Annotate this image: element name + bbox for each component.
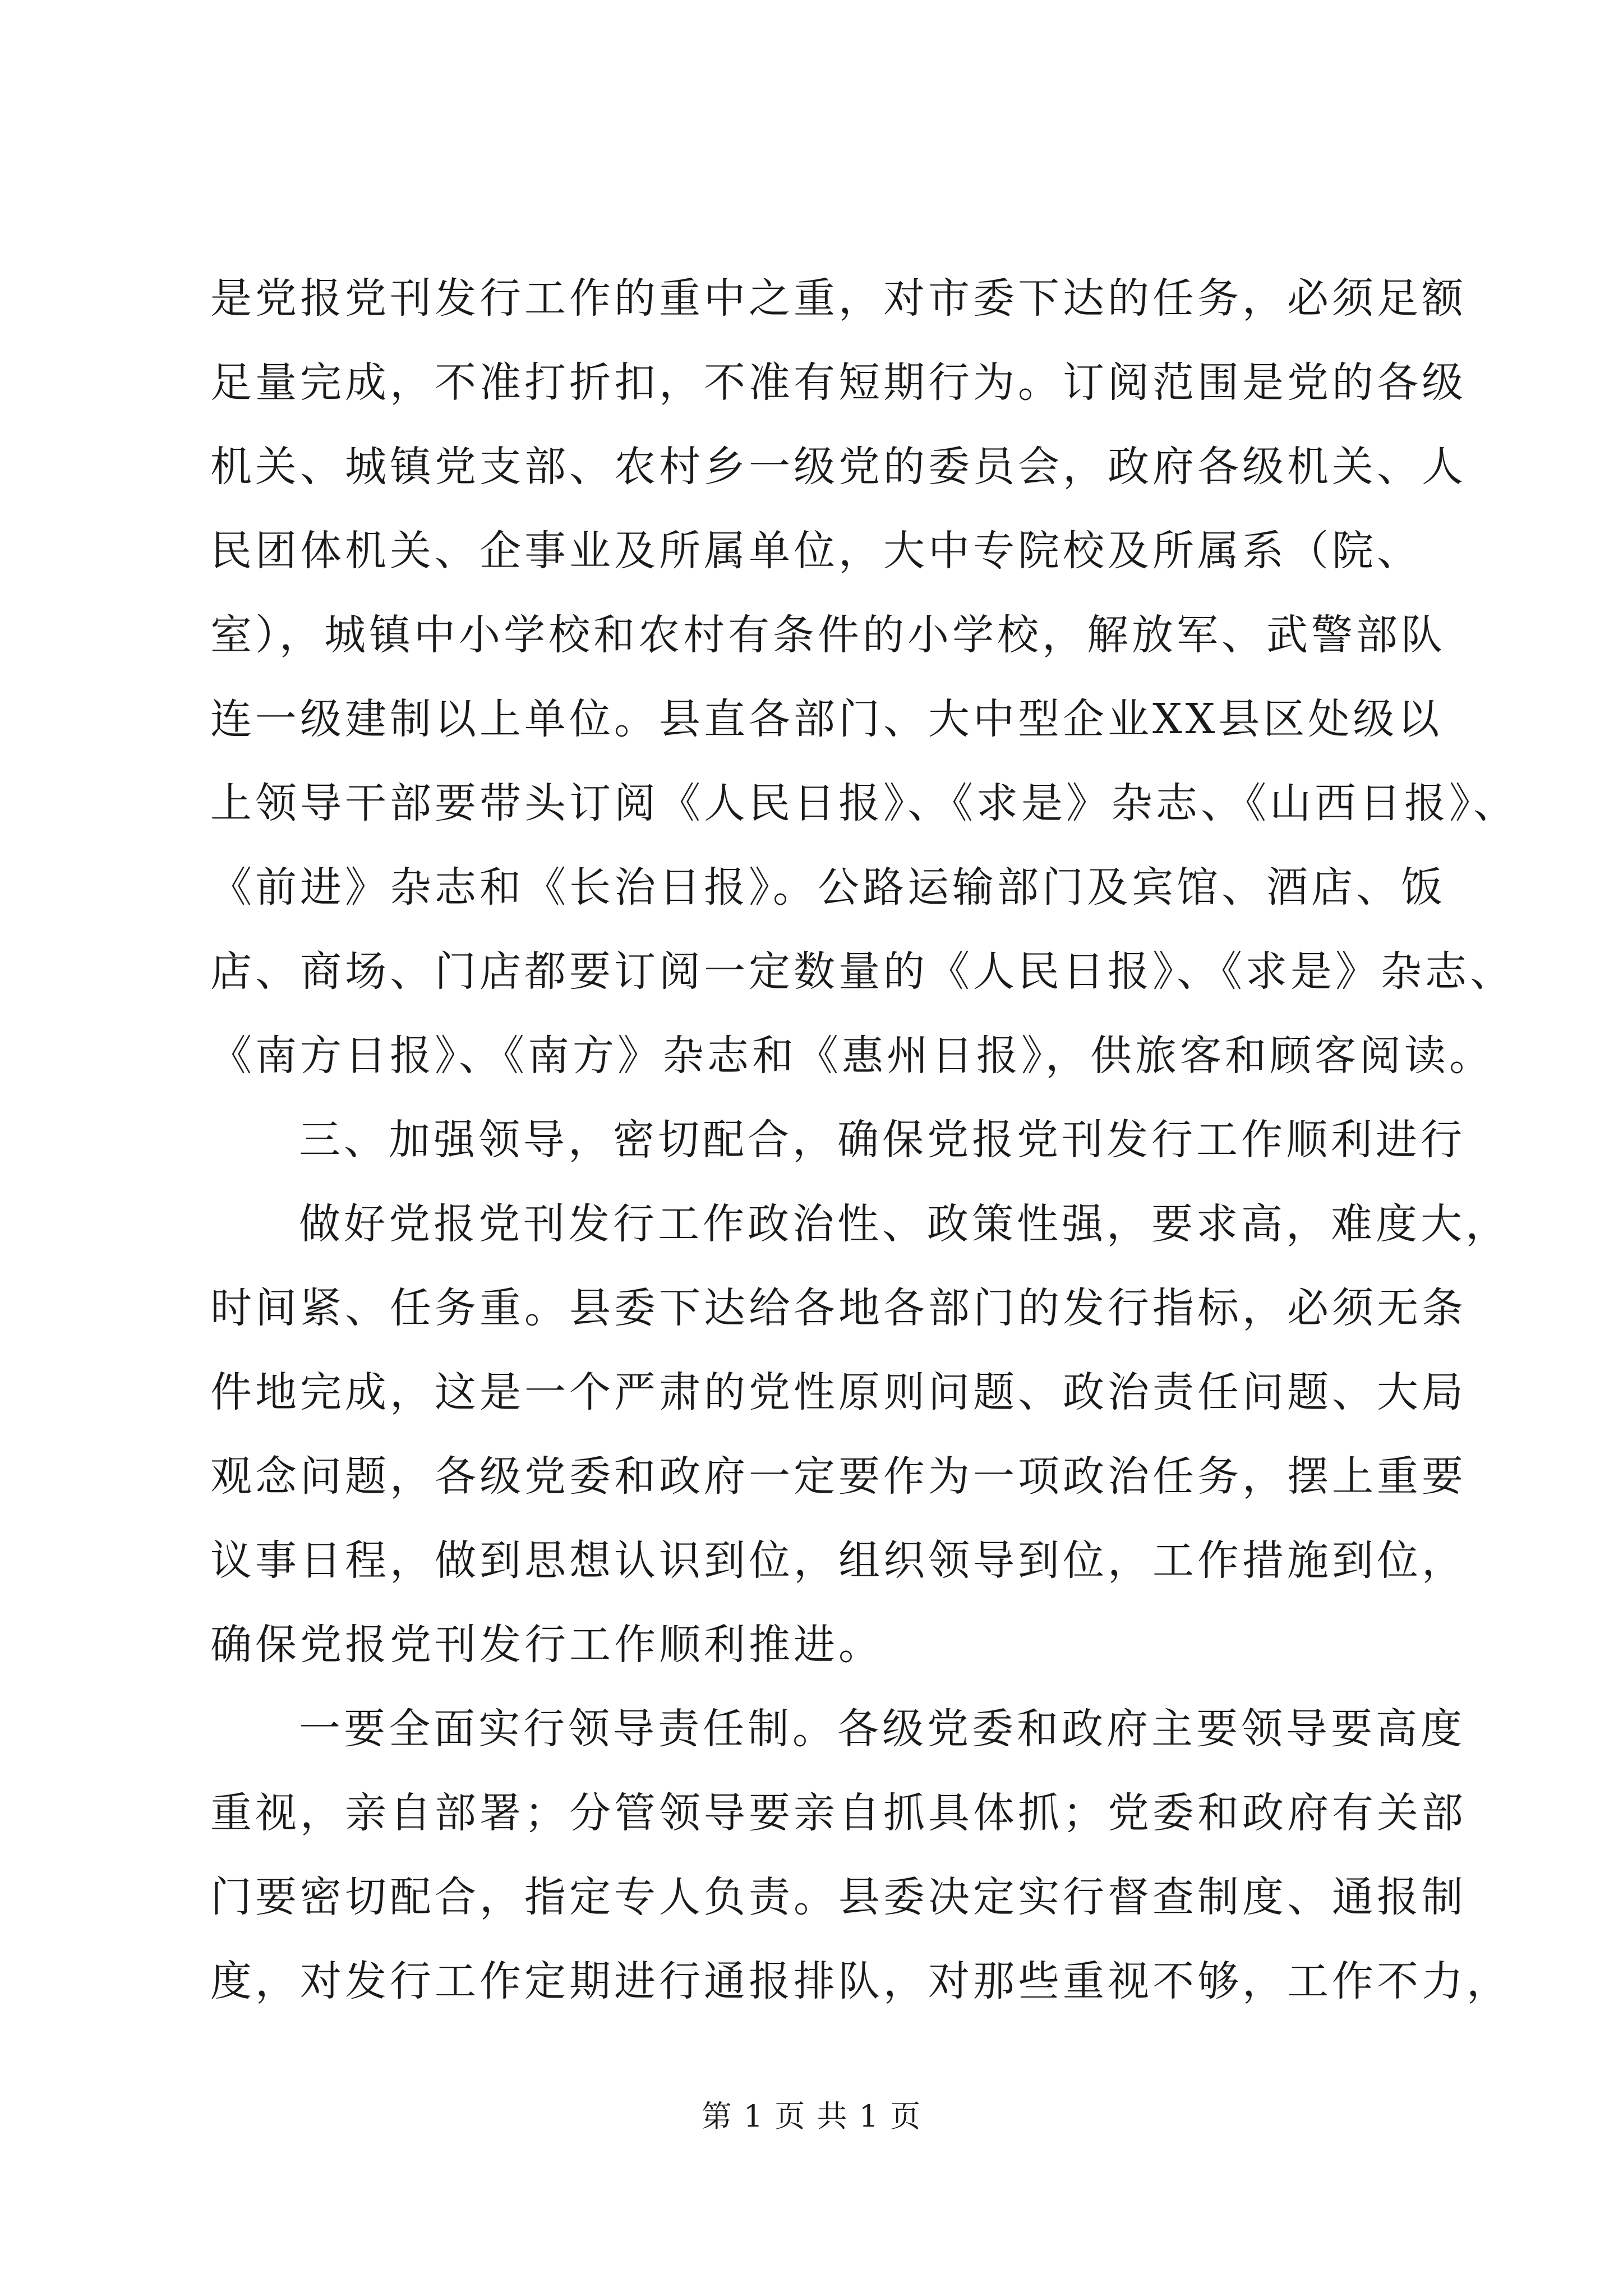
body-text-line: 观念问题，各级党委和政府一定要作为一项政治任务，摆上重要 bbox=[210, 1452, 1467, 1501]
body-text-line: 店、商场、门店都要订阅一定数量的《人民日报》、《求是》杂志、 bbox=[210, 947, 1515, 996]
body-text-line: 做好党报党刊发行工作政治性、政策性强，要求高，难度大， bbox=[299, 1200, 1510, 1248]
body-text-line: 件地完成，这是一个严肃的党性原则问题、政治责任问题、大局 bbox=[210, 1368, 1467, 1416]
body-text-line: 机关、城镇党支部、农村乡一级党的委员会，政府各级机关、人 bbox=[210, 443, 1467, 491]
body-text-line: 时间紧、任务重。县委下达给各地各部门的发行指标，必须无条 bbox=[210, 1284, 1467, 1332]
body-text-line: 是党报党刊发行工作的重中之重，对市委下达的任务，必须足额 bbox=[210, 274, 1467, 323]
body-text-line: 连一级建制以上单位。县直各部门、大中型企业XX县区处级以 bbox=[210, 695, 1443, 743]
body-text-line: 门要密切配合，指定专人负责。县委决定实行督查制度、通报制 bbox=[210, 1873, 1467, 1921]
body-text-line: 议事日程，做到思想认识到位，组织领导到位，工作措施到位， bbox=[210, 1536, 1467, 1585]
body-text-line: 一要全面实行领导责任制。各级党委和政府主要领导要高度 bbox=[299, 1705, 1465, 1753]
page-footer: 第 1 页 共 1 页 bbox=[701, 2099, 922, 2134]
body-text-line: 《南方日报》、《南方》杂志和《惠州日报》，供旅客和顾客阅读。 bbox=[210, 1032, 1494, 1080]
body-text-line: 确保党报党刊发行工作顺利推进。 bbox=[210, 1621, 883, 1669]
body-text-line: 室），城镇中小学校和农村有条件的小学校，解放军、武警部队 bbox=[210, 611, 1446, 659]
body-text-line: 重视，亲自部署；分管领导要亲自抓具体抓；党委和政府有关部 bbox=[210, 1789, 1467, 1837]
body-text-line: 《前进》杂志和《长治日报》。公路运输部门及宾馆、酒店、饭 bbox=[210, 863, 1446, 912]
body-text-line: 上领导干部要带头订阅《人民日报》、《求是》杂志、《山西日报》、 bbox=[210, 779, 1518, 827]
body-text-line: 足量完成，不准打折扣，不准有短期行为。订阅范围是党的各级 bbox=[210, 358, 1467, 407]
section-heading: 三、加强领导，密切配合，确保党报党刊发行工作顺利进行 bbox=[299, 1116, 1465, 1164]
body-text-line: 民团体机关、企事业及所属单位，大中专院校及所属系（院、 bbox=[210, 527, 1422, 575]
body-text-line: 度，对发行工作定期进行通报排队，对那些重视不够，工作不力， bbox=[210, 1957, 1511, 2005]
